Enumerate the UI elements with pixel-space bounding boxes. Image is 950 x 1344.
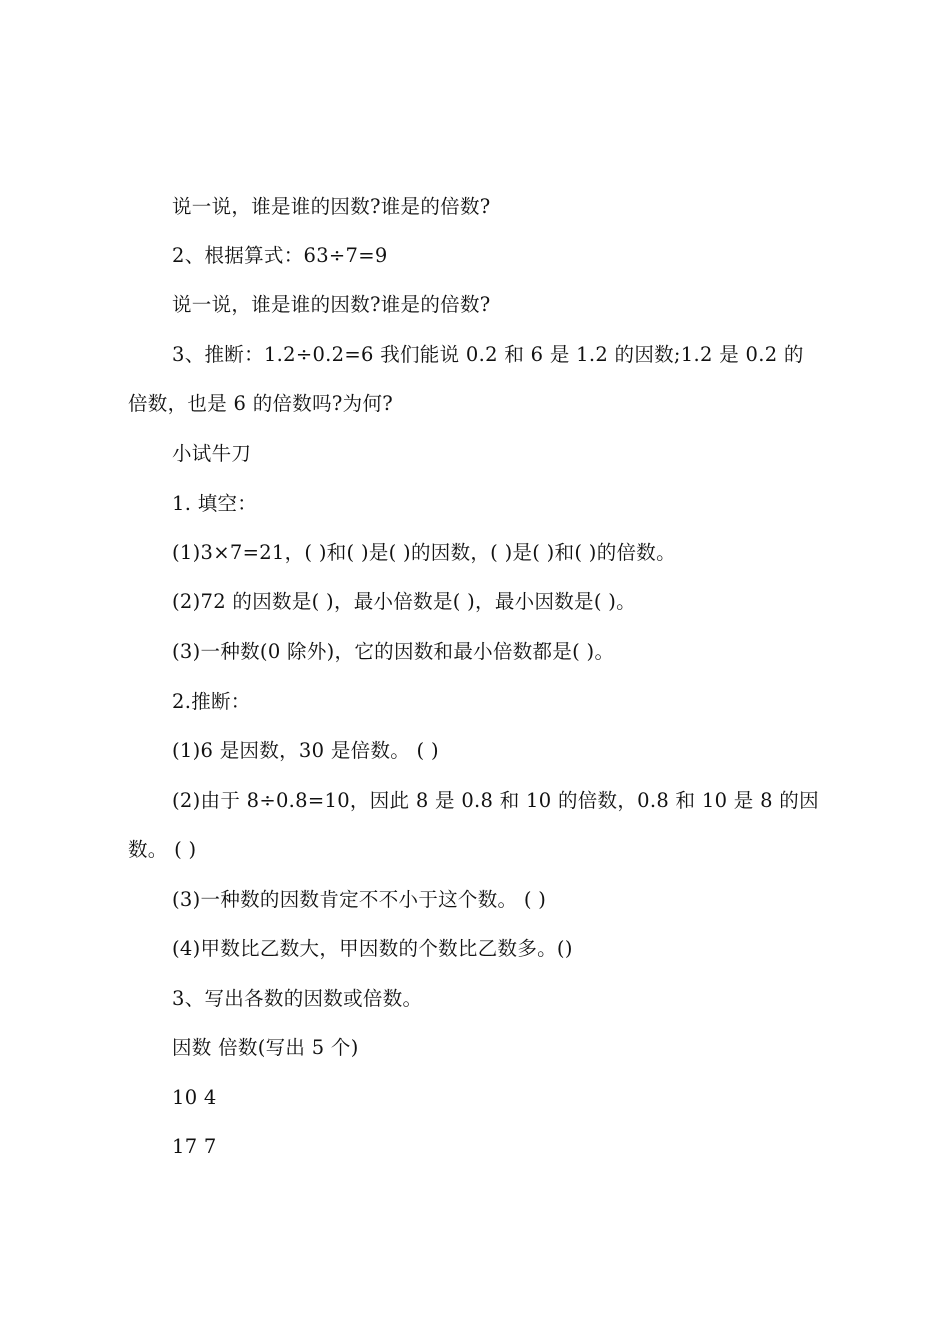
- text-line-discuss-2: 说一说，谁是谁的因数?谁是的倍数?: [172, 293, 491, 316]
- section-heading-practice: 小试牛刀: [172, 442, 252, 465]
- exercise-3-table-row: 17 7: [172, 1135, 217, 1158]
- text-line-question-2: 2、根据算式：63÷7=9: [172, 244, 388, 267]
- exercise-2-item-1: (1)6 是因数，30 是倍数。 ( ): [172, 739, 439, 762]
- exercise-1-item-2: (2)72 的因数是( )，最小倍数是( )，最小因数是( )。: [172, 590, 636, 613]
- exercise-1-heading: 1. 填空：: [172, 492, 258, 515]
- exercise-2-item-4: (4)甲数比乙数大，甲因数的个数比乙数多。(): [172, 937, 573, 960]
- text-line-question-3: 3、推断：1.2÷0.2=6 我们能说 0.2 和 6 是 1.2 的因数;1.2 是 0.2 的: [172, 343, 804, 366]
- text-line-question-3-cont: 倍数，也是 6 的倍数吗?为何?: [128, 392, 394, 415]
- exercise-1-item-3: (3)一种数(0 除外)，它的因数和最小倍数都是( )。: [172, 640, 615, 663]
- exercise-1-item-1: (1)3×7=21，( )和( )是( )的因数，( )是( )和( )的倍数。: [172, 541, 676, 564]
- exercise-3-table-header: 因数 倍数(写出 5 个): [172, 1036, 359, 1059]
- exercise-2-item-2-cont: 数。 ( ): [128, 838, 197, 861]
- text-line-discuss-1: 说一说，谁是谁的因数?谁是的倍数?: [172, 195, 491, 218]
- exercise-2-item-2: (2)由于 8÷0.8=10，因此 8 是 0.8 和 10 的倍数，0.8 和 10 是 8 的因: [172, 789, 819, 812]
- exercise-2-heading: 2.推断：: [172, 690, 251, 713]
- exercise-3-table-row: 10 4: [172, 1086, 217, 1109]
- exercise-3-heading: 3、写出各数的因数或倍数。: [172, 987, 423, 1010]
- exercise-2-item-3: (3)一种数的因数肯定不不小于这个数。 ( ): [172, 888, 547, 911]
